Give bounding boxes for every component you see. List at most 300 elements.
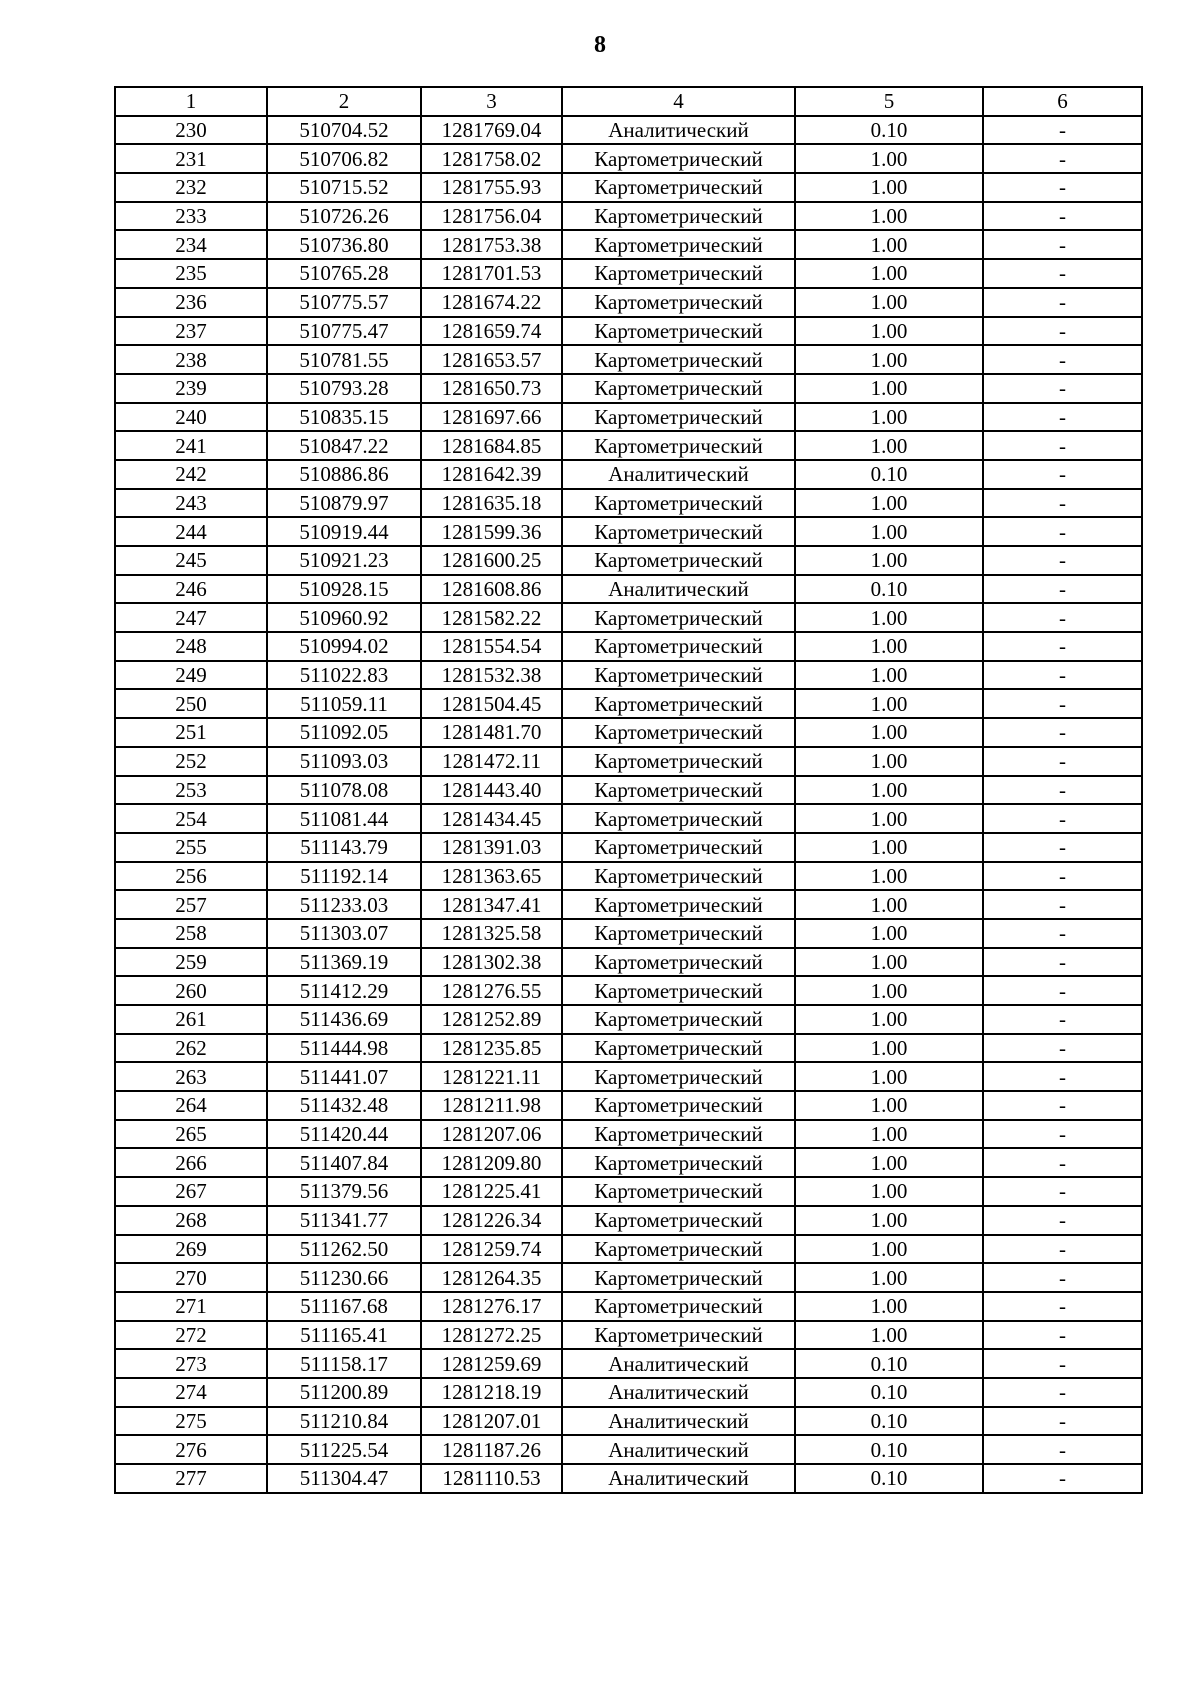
table-cell: 239 <box>115 374 267 403</box>
table-cell: 511022.83 <box>267 661 421 690</box>
table-cell: 1.00 <box>795 661 983 690</box>
table-cell: 0.10 <box>795 1378 983 1407</box>
table-cell: 1281302.38 <box>421 948 562 977</box>
table-cell: - <box>983 718 1142 747</box>
table-cell: Аналитический <box>562 1464 795 1493</box>
table-cell: Картометрический <box>562 862 795 891</box>
table-cell: 511432.48 <box>267 1091 421 1120</box>
table-cell: 254 <box>115 804 267 833</box>
table-cell: 1.00 <box>795 718 983 747</box>
table-cell: 1281532.38 <box>421 661 562 690</box>
table-cell: 258 <box>115 919 267 948</box>
table-cell: Картометрический <box>562 230 795 259</box>
table-cell: 511420.44 <box>267 1120 421 1149</box>
table-cell: Картометрический <box>562 1263 795 1292</box>
table-cell: Аналитический <box>562 460 795 489</box>
table-cell: 1281481.70 <box>421 718 562 747</box>
table-cell: 240 <box>115 403 267 432</box>
table-cell: 1.00 <box>795 374 983 403</box>
table-cell: - <box>983 689 1142 718</box>
table-cell: 1.00 <box>795 173 983 202</box>
table-cell: - <box>983 1091 1142 1120</box>
table-cell: - <box>983 431 1142 460</box>
table-row <box>115 833 1142 862</box>
table-row <box>115 776 1142 805</box>
table-row <box>115 603 1142 632</box>
table-cell: - <box>983 776 1142 805</box>
table-cell: 257 <box>115 890 267 919</box>
table-cell: 277 <box>115 1464 267 1493</box>
table-cell: 1281554.54 <box>421 632 562 661</box>
table-cell: 1.00 <box>795 546 983 575</box>
table-cell: 1.00 <box>795 1177 983 1206</box>
table-cell: 511093.03 <box>267 747 421 776</box>
table-cell: - <box>983 1177 1142 1206</box>
table-cell: 1.00 <box>795 919 983 948</box>
table-cell: 510919.44 <box>267 517 421 546</box>
table-cell: 1281259.69 <box>421 1349 562 1378</box>
table-cell: Картометрический <box>562 632 795 661</box>
table-cell: Картометрический <box>562 1091 795 1120</box>
table-cell: 261 <box>115 1005 267 1034</box>
table-cell: Картометрический <box>562 1148 795 1177</box>
table-cell: 511165.41 <box>267 1321 421 1350</box>
table-cell: - <box>983 230 1142 259</box>
table-row <box>115 747 1142 776</box>
table-row <box>115 661 1142 690</box>
table-cell: 233 <box>115 202 267 231</box>
column-header: 2 <box>267 87 421 116</box>
table-row <box>115 173 1142 202</box>
table-cell: - <box>983 1062 1142 1091</box>
table-cell: 510928.15 <box>267 575 421 604</box>
table-cell: 511341.77 <box>267 1206 421 1235</box>
table-cell: 510704.52 <box>267 116 421 145</box>
table-cell: 268 <box>115 1206 267 1235</box>
table-cell: - <box>983 1148 1142 1177</box>
table-cell: - <box>983 1321 1142 1350</box>
coordinates-table <box>114 86 1143 1494</box>
table-cell: 510921.23 <box>267 546 421 575</box>
table-cell: - <box>983 1263 1142 1292</box>
table-header-row <box>115 87 1142 116</box>
table-row <box>115 1349 1142 1378</box>
table-cell: 511225.54 <box>267 1435 421 1464</box>
table-cell: 511412.29 <box>267 976 421 1005</box>
table-row <box>115 259 1142 288</box>
table-cell: 1281753.38 <box>421 230 562 259</box>
table-cell: - <box>983 1292 1142 1321</box>
table-cell: Картометрический <box>562 603 795 632</box>
table-cell: 1281218.19 <box>421 1378 562 1407</box>
table-cell: 1281769.04 <box>421 116 562 145</box>
table-row <box>115 948 1142 977</box>
table-row <box>115 1034 1142 1063</box>
table-cell: 242 <box>115 460 267 489</box>
table-cell: 1281325.58 <box>421 919 562 948</box>
table-cell: 238 <box>115 345 267 374</box>
table-cell: Аналитический <box>562 1378 795 1407</box>
table-cell: 275 <box>115 1407 267 1436</box>
table-cell: 510960.92 <box>267 603 421 632</box>
table-cell: 0.10 <box>795 1435 983 1464</box>
table-cell: 510726.26 <box>267 202 421 231</box>
table-cell: 1.00 <box>795 804 983 833</box>
table-cell: - <box>983 259 1142 288</box>
table-cell: 1281221.11 <box>421 1062 562 1091</box>
table-cell: 246 <box>115 575 267 604</box>
table-cell: 1.00 <box>795 1206 983 1235</box>
table-cell: Картометрический <box>562 1321 795 1350</box>
table-cell: 1281110.53 <box>421 1464 562 1493</box>
table-cell: - <box>983 144 1142 173</box>
table-cell: 511407.84 <box>267 1148 421 1177</box>
table-cell: 1.00 <box>795 747 983 776</box>
table-cell: Картометрический <box>562 546 795 575</box>
table-cell: Картометрический <box>562 1120 795 1149</box>
table-cell: Картометрический <box>562 345 795 374</box>
table-cell: 510775.57 <box>267 288 421 317</box>
table-cell: 1.00 <box>795 862 983 891</box>
table-row <box>115 1148 1142 1177</box>
table-row <box>115 374 1142 403</box>
table-cell: 1.00 <box>795 144 983 173</box>
table-cell: Картометрический <box>562 1206 795 1235</box>
table-cell: 511441.07 <box>267 1062 421 1091</box>
table-row <box>115 862 1142 891</box>
table-cell: Картометрический <box>562 689 795 718</box>
table-cell: Картометрический <box>562 833 795 862</box>
table-cell: 1.00 <box>795 890 983 919</box>
table-cell: 231 <box>115 144 267 173</box>
table-cell: - <box>983 1464 1142 1493</box>
table-cell: 1281504.45 <box>421 689 562 718</box>
table-cell: Картометрический <box>562 144 795 173</box>
table-cell: 1.00 <box>795 833 983 862</box>
table-row <box>115 345 1142 374</box>
table-row <box>115 1464 1142 1493</box>
table-cell: - <box>983 919 1142 948</box>
table-cell: 0.10 <box>795 460 983 489</box>
table-cell: - <box>983 288 1142 317</box>
table-cell: Картометрический <box>562 173 795 202</box>
table-row <box>115 1435 1142 1464</box>
table-row <box>115 1062 1142 1091</box>
table-cell: 1281650.73 <box>421 374 562 403</box>
table-row <box>115 202 1142 231</box>
table-cell: 511304.47 <box>267 1464 421 1493</box>
table-cell: - <box>983 517 1142 546</box>
table-row <box>115 230 1142 259</box>
table-row <box>115 489 1142 518</box>
table-cell: 1281599.36 <box>421 517 562 546</box>
table-cell: 1281272.25 <box>421 1321 562 1350</box>
table-cell: 270 <box>115 1263 267 1292</box>
table-cell: 243 <box>115 489 267 518</box>
table-cell: 511262.50 <box>267 1235 421 1264</box>
table-cell: - <box>983 661 1142 690</box>
table-cell: 1281653.57 <box>421 345 562 374</box>
table-cell: 241 <box>115 431 267 460</box>
table-cell: 1.00 <box>795 317 983 346</box>
table-cell: Аналитический <box>562 1435 795 1464</box>
column-header: 4 <box>562 87 795 116</box>
table-cell: 249 <box>115 661 267 690</box>
table-row <box>115 689 1142 718</box>
table-cell: 1.00 <box>795 230 983 259</box>
table-cell: 1.00 <box>795 689 983 718</box>
table-cell: Аналитический <box>562 1407 795 1436</box>
table-cell: - <box>983 403 1142 432</box>
table-cell: 237 <box>115 317 267 346</box>
table-row <box>115 804 1142 833</box>
table-cell: 1.00 <box>795 948 983 977</box>
table-row <box>115 288 1142 317</box>
table-cell: 1281608.86 <box>421 575 562 604</box>
table-row <box>115 1407 1142 1436</box>
table-cell: 1281211.98 <box>421 1091 562 1120</box>
table-cell: 511059.11 <box>267 689 421 718</box>
table-cell: 274 <box>115 1378 267 1407</box>
table-cell: Картометрический <box>562 431 795 460</box>
table-cell: Картометрический <box>562 489 795 518</box>
table-cell: 511233.03 <box>267 890 421 919</box>
table-row <box>115 1235 1142 1264</box>
table-cell: - <box>983 1435 1142 1464</box>
table-cell: 510736.80 <box>267 230 421 259</box>
table-row <box>115 1177 1142 1206</box>
table-row <box>115 1321 1142 1350</box>
table-cell: 511078.08 <box>267 776 421 805</box>
table-cell: 232 <box>115 173 267 202</box>
table-cell: 1281642.39 <box>421 460 562 489</box>
table-cell: Аналитический <box>562 575 795 604</box>
table-cell: 276 <box>115 1435 267 1464</box>
table-cell: 267 <box>115 1177 267 1206</box>
table-cell: 265 <box>115 1120 267 1149</box>
table-cell: 1281684.85 <box>421 431 562 460</box>
table-cell: 1281472.11 <box>421 747 562 776</box>
table-cell: 252 <box>115 747 267 776</box>
table-cell: 510879.97 <box>267 489 421 518</box>
table-cell: 510793.28 <box>267 374 421 403</box>
table-cell: - <box>983 374 1142 403</box>
table-cell: 244 <box>115 517 267 546</box>
table-cell: Картометрический <box>562 403 795 432</box>
table-cell: 259 <box>115 948 267 977</box>
table-cell: - <box>983 116 1142 145</box>
table-cell: 248 <box>115 632 267 661</box>
table-row <box>115 460 1142 489</box>
table-cell: - <box>983 1378 1142 1407</box>
table-row <box>115 1378 1142 1407</box>
table-cell: 511092.05 <box>267 718 421 747</box>
table-cell: - <box>983 833 1142 862</box>
table-cell: Картометрический <box>562 202 795 231</box>
table-cell: 266 <box>115 1148 267 1177</box>
table-cell: 511436.69 <box>267 1005 421 1034</box>
table-cell: - <box>983 575 1142 604</box>
table-cell: 245 <box>115 546 267 575</box>
table-cell: Картометрический <box>562 976 795 1005</box>
table-cell: 1281674.22 <box>421 288 562 317</box>
table-cell: 0.10 <box>795 1407 983 1436</box>
table-cell: 1.00 <box>795 603 983 632</box>
table-cell: Картометрический <box>562 776 795 805</box>
table-cell: 1.00 <box>795 976 983 1005</box>
table-cell: 256 <box>115 862 267 891</box>
table-cell: 1281659.74 <box>421 317 562 346</box>
table-cell: Картометрический <box>562 804 795 833</box>
table-cell: - <box>983 603 1142 632</box>
table-cell: 510715.52 <box>267 173 421 202</box>
table-cell: 1281264.35 <box>421 1263 562 1292</box>
table-cell: Картометрический <box>562 288 795 317</box>
table-cell: 272 <box>115 1321 267 1350</box>
table-cell: 1281758.02 <box>421 144 562 173</box>
table-cell: 0.10 <box>795 1464 983 1493</box>
table-cell: 253 <box>115 776 267 805</box>
table-cell: 1281434.45 <box>421 804 562 833</box>
table-cell: Картометрический <box>562 374 795 403</box>
table-cell: 1.00 <box>795 345 983 374</box>
table-cell: 250 <box>115 689 267 718</box>
table-cell: 1281252.89 <box>421 1005 562 1034</box>
table-row <box>115 144 1142 173</box>
table-cell: Картометрический <box>562 1177 795 1206</box>
table-cell: - <box>983 345 1142 374</box>
table-cell: 262 <box>115 1034 267 1063</box>
table-body <box>115 116 1142 1493</box>
table-cell: 1281276.55 <box>421 976 562 1005</box>
column-header: 6 <box>983 87 1142 116</box>
table-row <box>115 317 1142 346</box>
table-cell: - <box>983 489 1142 518</box>
column-header: 5 <box>795 87 983 116</box>
table-cell: 1.00 <box>795 1005 983 1034</box>
table-cell: 1281756.04 <box>421 202 562 231</box>
table-row <box>115 517 1142 546</box>
table-cell: Аналитический <box>562 116 795 145</box>
table-row <box>115 403 1142 432</box>
table-cell: - <box>983 1407 1142 1436</box>
table-cell: 1.00 <box>795 632 983 661</box>
table-cell: - <box>983 1005 1142 1034</box>
table-cell: 1.00 <box>795 202 983 231</box>
table-cell: 511143.79 <box>267 833 421 862</box>
table-cell: 510706.82 <box>267 144 421 173</box>
table-cell: 260 <box>115 976 267 1005</box>
table-row <box>115 1263 1142 1292</box>
table-cell: 230 <box>115 116 267 145</box>
table-cell: 1.00 <box>795 431 983 460</box>
table-cell: Картометрический <box>562 517 795 546</box>
table-row <box>115 431 1142 460</box>
table-cell: 255 <box>115 833 267 862</box>
table-cell: 1.00 <box>795 1120 983 1149</box>
table-cell: - <box>983 948 1142 977</box>
table-cell: 1281363.65 <box>421 862 562 891</box>
table-cell: 0.10 <box>795 116 983 145</box>
table-cell: 511369.19 <box>267 948 421 977</box>
table-cell: - <box>983 173 1142 202</box>
table-cell: 510847.22 <box>267 431 421 460</box>
table-cell: 1.00 <box>795 1263 983 1292</box>
table-cell: - <box>983 804 1142 833</box>
table-cell: 511081.44 <box>267 804 421 833</box>
table-cell: Картометрический <box>562 661 795 690</box>
table-cell: 511210.84 <box>267 1407 421 1436</box>
table-cell: 271 <box>115 1292 267 1321</box>
table-cell: Картометрический <box>562 1062 795 1091</box>
table-cell: - <box>983 202 1142 231</box>
table-cell: 1281755.93 <box>421 173 562 202</box>
table-cell: 511158.17 <box>267 1349 421 1378</box>
table-cell: Картометрический <box>562 317 795 346</box>
table-cell: - <box>983 632 1142 661</box>
table-cell: 269 <box>115 1235 267 1264</box>
table-cell: 1.00 <box>795 403 983 432</box>
table-cell: 0.10 <box>795 575 983 604</box>
table-cell: 1281259.74 <box>421 1235 562 1264</box>
table-cell: 1281443.40 <box>421 776 562 805</box>
table-cell: 1281600.25 <box>421 546 562 575</box>
table-cell: - <box>983 747 1142 776</box>
column-header: 1 <box>115 87 267 116</box>
table-cell: 1281225.41 <box>421 1177 562 1206</box>
table-cell: 1281697.66 <box>421 403 562 432</box>
column-header: 3 <box>421 87 562 116</box>
table-row <box>115 1206 1142 1235</box>
table-cell: 1281207.06 <box>421 1120 562 1149</box>
table-row <box>115 575 1142 604</box>
table-cell: 511444.98 <box>267 1034 421 1063</box>
table-cell: Картометрический <box>562 718 795 747</box>
table-cell: 263 <box>115 1062 267 1091</box>
table-row <box>115 976 1142 1005</box>
table-cell: 510835.15 <box>267 403 421 432</box>
table-row <box>115 718 1142 747</box>
table-cell: 1281582.22 <box>421 603 562 632</box>
table-cell: 1.00 <box>795 288 983 317</box>
table-row <box>115 1091 1142 1120</box>
table-cell: 251 <box>115 718 267 747</box>
table-cell: - <box>983 1349 1142 1378</box>
table-cell: - <box>983 546 1142 575</box>
table-cell: 247 <box>115 603 267 632</box>
table-cell: - <box>983 1120 1142 1149</box>
table-row <box>115 919 1142 948</box>
table-cell: Картометрический <box>562 1034 795 1063</box>
table-cell: - <box>983 1235 1142 1264</box>
table-cell: 1.00 <box>795 1034 983 1063</box>
table-cell: 1.00 <box>795 1235 983 1264</box>
table-cell: 0.10 <box>795 1349 983 1378</box>
table-cell: - <box>983 1206 1142 1235</box>
table-cell: 1.00 <box>795 1148 983 1177</box>
table-cell: 1.00 <box>795 1321 983 1350</box>
table-cell: 1.00 <box>795 776 983 805</box>
table-cell: 511303.07 <box>267 919 421 948</box>
table-row <box>115 1292 1142 1321</box>
table-row <box>115 1120 1142 1149</box>
table-row <box>115 546 1142 575</box>
table-cell: 1281207.01 <box>421 1407 562 1436</box>
table-cell: Картометрический <box>562 890 795 919</box>
table-cell: 1281701.53 <box>421 259 562 288</box>
table-cell: Картометрический <box>562 1292 795 1321</box>
table-cell: 510775.47 <box>267 317 421 346</box>
